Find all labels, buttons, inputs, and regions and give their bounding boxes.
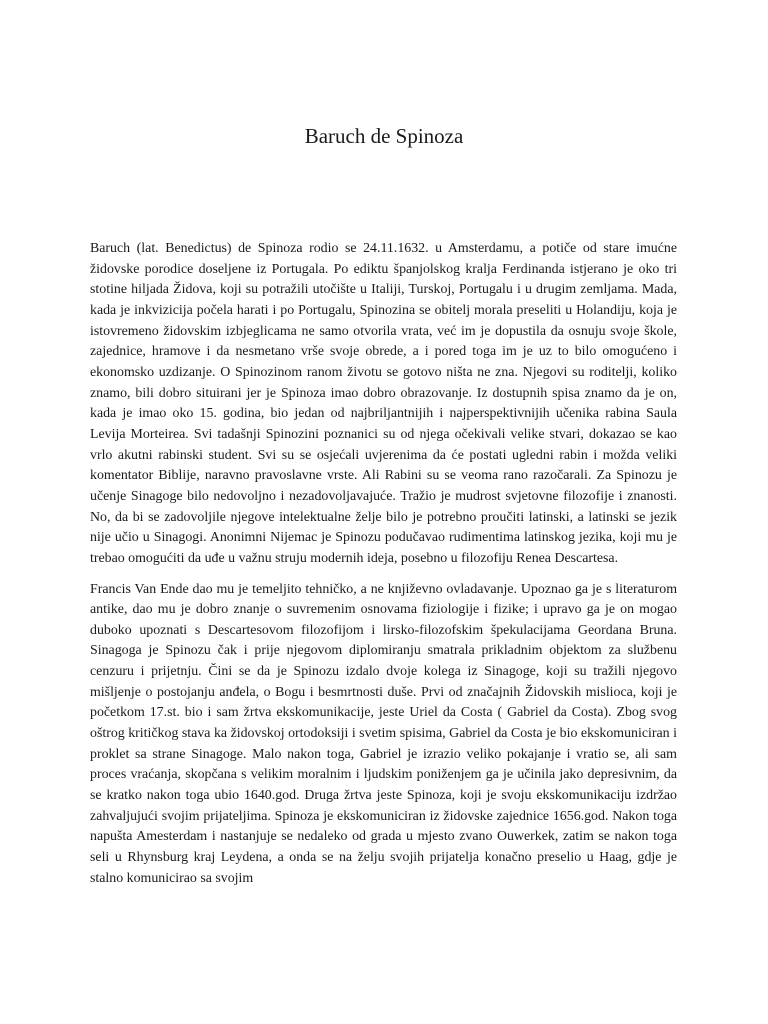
body-text bbox=[90, 239, 677, 899]
paragraph-1: Baruch (lat. Benedictus) de Spinoza rodio se 24.11.1632. u Amsterdamu, a potiče od stare imućne židovske porodice doseljene iz Portugala. Po ediktu španjolskog kralja Ferdinanda istjerano je oko tri stotine hiljada Židova, koji su potražili utočište u Italiji, Turskoj, Portugalu i u drugim zemljama. Mada, kada je inkvizicija počela harati i po Portugalu, Spinozina se obitelj morala preseliti u Holandiju, koja je istovremeno židovskim izbjeglicama ne samo otvorila vrata, već im je dopustila da osnuju svoje škole, zajednice, hramove i da nesmetano vrše svoje obrede, a i pored toga im je uz to bilo omogućeno i ekonomsko uzdizanje. O Spinozinom ranom životu se gotovo ništa ne zna. Njegovi su roditelji, koliko znamo, bili dobro situirani jer je Spinoza imao dobro obrazovanje. Iz dostupnih spisa znamo da je on, kada je imao oko 15. godina, bio jedan od najbriljantnijih i najperspektivnijih učenika rabina Saula Levija Morteirea. Svi tadašnji Spinozini poznanici su od njega očekivali velike stvari, dokazao se kao vrlo akutni rabinski student. Svi su se osjećali uvjerenima da će postati ugledni rabin i možda veliki komentator Biblije, naravno pravoslavne vrste. Ali Rabini su se veoma rano razočarali. Za Spinozu je učenje Sinagoge bilo nedovoljno i nezadovoljavajuće. Tražio je mudrost svjetovne filozofije i znanosti. No, da bi se zadovoljile njegove intelektualne želje bilo je potrebno proučiti latinski, a latinski se jezik nije učio u Sinagogi. Anonimni Nijemac je Spinozu podučavao rudimentima latinskog jezika, koji mu je trebao omogućiti da uđe u važnu struju modernih ideja, posebno u filozofiju Renea Descartesa. bbox=[90, 241, 677, 566]
page-title: Baruch de Spinoza bbox=[304, 124, 464, 148]
paragraph-2: Francis Van Ende dao mu je temeljito tehničko, a ne književno ovladavanje. Upoznao ga je s literaturom antike, dao mu je dobro znanje o suvremenim osnovama fiziologije i fizike; i upravo ga je on mogao duboko upoznati s Descartesovom filozofijom i lirsko-filozofskim špekulacijama Geordana Bruna. Sinagoga je Spinozu čak i prije njegovom diplomiranju smatrala prikladnim objektom za službenu cenzuru i prijetnju. Čini se da je Spinozu izdalo dvoje kolega iz Sinagoge, koji su tražili njegovo mišljenje o postojanju anđela, o Bogu i besmrtnosti duše. Prvi od značajnih Židovskih mislioca, koji je početkom 17.st. bio i sam žrtva ekskomunikacije, jeste Uriel da Costa ( Gabriel da Costa). Zbog svog oštrog kritičkog stava ka židovskoj ortodoksiji i svetim spisima, Gabriel da Costa je bio ekskomuniciran i proklet sa strane Sinagoge. Malo nakon toga, Gabriel je izrazio veliko pokajanje i vratio se, ali sam proces vraćanja, skopčana s velikim moralnim i ljudskim poniženjem ga je učinila jako depresivnim, da se kratko nakon toga ubio 1640.god. Druga žrtva jeste Spinoza, koji je svoju ekskomunikaciju izdržao zahvaljujući svojim prijateljima. Spinoza je ekskomuniciran iz židovske zajednice 1656.god. Nakon toga napušta Amesterdam i nastanjuje se nedaleko od grada u mjesto zvano Ouwerkek, zatim se nakon toga seli u Rhynsburg kraj Leydena, a onda se na želju svojih prijatelja konačno preselio u Haag, gdje je stalno komunicirao sa svojim bbox=[90, 581, 677, 886]
